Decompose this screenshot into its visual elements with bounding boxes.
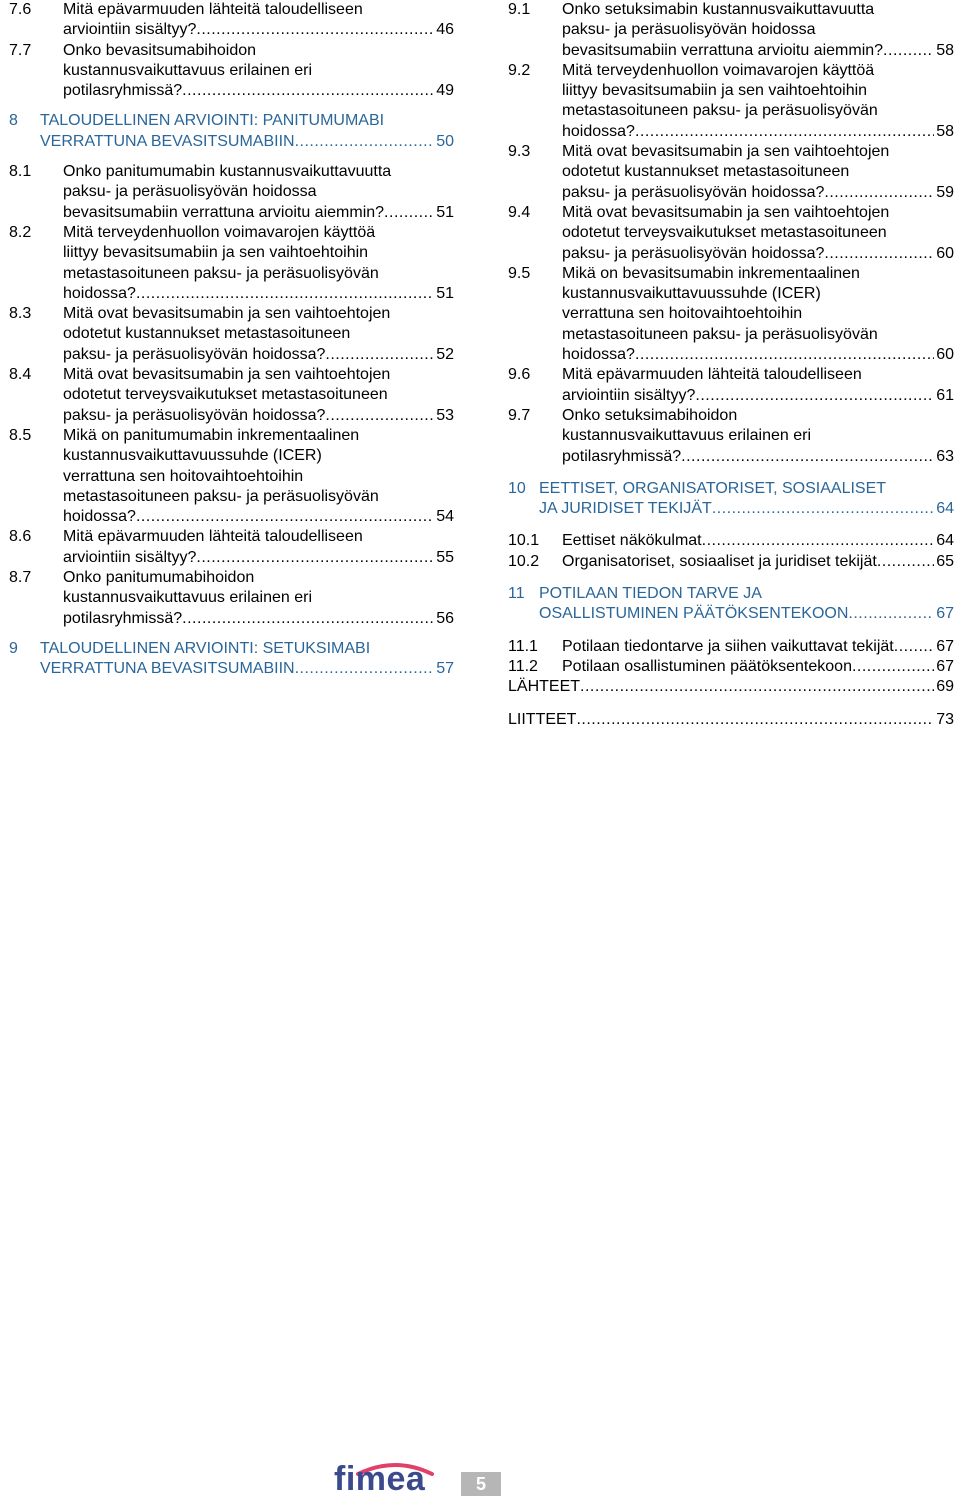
toc-dot-leader xyxy=(325,345,434,365)
toc-entry-number: 11.2 xyxy=(508,657,538,675)
toc-entry-title xyxy=(562,531,954,551)
toc-entry-title-line: hoidossa? xyxy=(562,122,635,140)
toc-entry-title-line: paksu- ja peräsuolisyövän hoidossa? xyxy=(63,345,326,363)
toc-entry[interactable] xyxy=(9,111,454,152)
toc-entry[interactable] xyxy=(9,304,454,365)
toc-entry-title-line: liittyy bevasitsumabiin ja sen vaihtoehtoihin xyxy=(562,82,868,100)
toc-entry-title xyxy=(63,568,454,629)
toc-entry-title-line: paksu- ja peräsuolisyövän hoidossa? xyxy=(562,244,825,262)
toc-entry-title xyxy=(508,710,954,730)
toc-entry[interactable] xyxy=(508,203,954,264)
toc-page-number: 61 xyxy=(936,386,954,404)
toc-entry-title xyxy=(63,0,454,41)
toc-dot-leader xyxy=(136,284,434,304)
toc-entry-title-line: Mitä ovat bevasitsumabin ja sen vaihtoehtojen xyxy=(562,203,890,221)
page-number: 5 xyxy=(461,1472,501,1496)
toc-page-number: 64 xyxy=(936,500,954,518)
toc-entry[interactable] xyxy=(508,531,954,551)
toc-entry-title-line: verrattuna sen hoitovaihtoehtoihin xyxy=(63,467,304,485)
toc-page-number: 73 xyxy=(936,710,954,728)
toc-dot-leader xyxy=(824,244,934,264)
toc-entry[interactable] xyxy=(508,365,954,406)
toc-dot-leader xyxy=(576,710,934,730)
toc-entry[interactable] xyxy=(508,637,954,657)
toc-entry-title-line: JA JURIDISET TEKIJÄT xyxy=(539,500,712,518)
toc-entry-number: 8.2 xyxy=(9,223,32,241)
toc-entry-title-line: kustannusvaikuttavuus erilainen eri xyxy=(63,589,313,607)
toc-page-number: 58 xyxy=(936,122,954,140)
toc-entry-number: 9.5 xyxy=(508,264,531,282)
toc-entry-title xyxy=(40,111,454,152)
toc-entry-title-line: Mitä ovat bevasitsumabin ja sen vaihtoehtojen xyxy=(63,305,391,323)
toc-entry[interactable] xyxy=(508,406,954,467)
toc-entry-number: 8.3 xyxy=(9,305,32,323)
toc-dot-leader xyxy=(182,609,434,629)
toc-entry[interactable] xyxy=(508,584,954,625)
toc-entry-title-line: Organisatoriset, sosiaaliset ja juridiset tekijät xyxy=(562,552,877,570)
toc-entry-title-line: arviointiin sisältyy? xyxy=(63,21,197,39)
page-footer xyxy=(0,1462,960,1502)
toc-entry-title-line: potilasryhmissä? xyxy=(63,82,183,100)
toc-entry-title-line: Onko bevasitsumabihoidon xyxy=(63,41,257,59)
toc-page-number: 69 xyxy=(936,678,954,696)
toc-entry-number: 8.5 xyxy=(9,426,32,444)
toc-entry-number: 8.4 xyxy=(9,366,32,384)
toc-page-number: 57 xyxy=(436,660,454,678)
toc-page-number: 63 xyxy=(936,447,954,465)
toc-page-number: 55 xyxy=(436,548,454,566)
toc-entry-number: 9.4 xyxy=(508,203,531,221)
toc-entry-title-line: bevasitsumabiin verrattuna arvioitu aiemmin? xyxy=(63,203,385,221)
toc-entry-title-line: OSALLISTUMINEN PÄÄTÖKSENTEKOON xyxy=(539,605,849,623)
toc-dot-leader xyxy=(182,81,434,101)
toc-entry[interactable] xyxy=(508,61,954,142)
toc-dot-leader xyxy=(136,507,434,527)
toc-entry-number: 11.1 xyxy=(508,637,538,655)
toc-page-number: 46 xyxy=(436,21,454,39)
toc-entry-number: 9.3 xyxy=(508,143,531,161)
toc-entry[interactable] xyxy=(9,223,454,304)
toc-page-number: 60 xyxy=(936,346,954,364)
toc-entry-title-line: Onko panitumumabihoidon xyxy=(63,569,255,587)
toc-entry-title-line: Mitä epävarmuuden lähteitä taloudelliseen xyxy=(63,528,363,546)
toc-entry-number: 9 xyxy=(9,639,18,657)
toc-dot-leader xyxy=(877,552,934,572)
toc-entry-title-line: odotetut kustannukset metastasoituneen xyxy=(562,163,850,181)
toc-entry-title xyxy=(562,365,954,406)
toc-entry-title-line: LIITTEET xyxy=(508,710,577,728)
toc-entry-number: 10.1 xyxy=(508,532,540,550)
toc-entry-title xyxy=(40,639,454,680)
toc-page-number: 52 xyxy=(436,345,454,363)
toc-entry-title-line: Mitä ovat bevasitsumabin ja sen vaihtoehtojen xyxy=(63,366,391,384)
toc-entry-title-line: paksu- ja peräsuolisyövän hoidossa xyxy=(63,183,317,201)
toc-entry-number: 9.2 xyxy=(508,61,531,79)
toc-entry-title xyxy=(539,584,954,625)
toc-entry-title-line: arviointiin sisältyy? xyxy=(562,386,696,404)
toc-entry-title-line: Onko setuksimabihoidon xyxy=(562,406,738,424)
toc-dot-leader xyxy=(883,41,934,61)
toc-entry[interactable] xyxy=(508,479,954,520)
toc-entry-title-line: Mitä epävarmuuden lähteitä taloudelliseen xyxy=(63,1,363,18)
toc-dot-leader xyxy=(702,531,935,551)
toc-entry-title xyxy=(562,406,954,467)
toc-entry[interactable] xyxy=(9,568,454,629)
toc-dot-leader xyxy=(384,203,434,223)
toc-entry-title-line: hoidossa? xyxy=(63,284,136,302)
toc-dot-leader xyxy=(852,657,934,677)
toc-entry[interactable] xyxy=(9,426,454,527)
toc-entry-number: 9.6 xyxy=(508,366,531,384)
toc-page-number: 56 xyxy=(436,609,454,627)
toc-entry-title-line: metastasoituneen paksu- ja peräsuolisyövän xyxy=(63,487,379,505)
toc-entry-title-line: TALOUDELLINEN ARVIOINTI: PANITUMUMABI xyxy=(40,112,385,130)
toc-entry-number: 11 xyxy=(508,585,525,603)
toc-entry-title-line: metastasoituneen paksu- ja peräsuolisyövän xyxy=(63,264,379,282)
toc-right-column xyxy=(508,0,954,730)
toc-entry-title-line: kustannusvaikuttavuus erilainen eri xyxy=(63,61,313,79)
toc-entry[interactable] xyxy=(508,142,954,203)
toc-entry-title xyxy=(63,426,454,527)
toc-entry-title-line: EETTISET, ORGANISATORISET, SOSIAALISET xyxy=(539,479,887,497)
toc-entry-title-line: paksu- ja peräsuolisyövän hoidossa? xyxy=(63,406,326,424)
toc-entry-title-line: verrattuna sen hoitovaihtoehtoihin xyxy=(562,305,803,323)
toc-entry[interactable] xyxy=(508,0,954,61)
toc-page-number: 67 xyxy=(936,605,954,623)
toc-entry-title-line: odotetut terveysvaikutukset metastasoituneen xyxy=(562,224,887,242)
toc-dot-leader xyxy=(635,122,934,142)
fimea-logo: fimea xyxy=(334,1460,426,1498)
toc-dot-leader xyxy=(635,345,934,365)
toc-entry-title-line: kustannusvaikuttavuussuhde (ICER) xyxy=(63,447,322,465)
toc-entry-title xyxy=(562,264,954,365)
toc-entry-number: 9.1 xyxy=(508,1,531,18)
toc-entry-title-line: paksu- ja peräsuolisyövän hoidossa? xyxy=(562,183,825,201)
toc-entry-number: 8.6 xyxy=(9,528,32,546)
toc-entry[interactable] xyxy=(9,41,454,102)
toc-entry-title xyxy=(562,657,954,677)
toc-entry-title-line: potilasryhmissä? xyxy=(63,609,183,627)
toc-entry-title-line: odotetut terveysvaikutukset metastasoituneen xyxy=(63,386,388,404)
toc-entry[interactable] xyxy=(9,0,454,41)
toc-entry-title-line: VERRATTUNA BEVASITSUMABIIN xyxy=(40,132,295,150)
toc-page-number: 67 xyxy=(936,657,954,675)
toc-entry-title-line: hoidossa? xyxy=(562,346,635,364)
toc-dot-leader xyxy=(295,132,435,152)
toc-entry[interactable] xyxy=(508,552,954,572)
toc-page-number: 53 xyxy=(436,406,454,424)
toc-entry-title xyxy=(63,365,454,426)
toc-entry-title xyxy=(562,552,954,572)
toc-entry-title xyxy=(562,203,954,264)
toc-page-number: 51 xyxy=(436,203,454,221)
toc-dot-leader xyxy=(848,604,934,624)
toc-entry-title-line: Mitä terveydenhuollon voimavarojen käyttöä xyxy=(63,223,376,241)
toc-entry-title xyxy=(63,223,454,304)
toc-entry-title xyxy=(539,479,954,520)
toc-page-number: 64 xyxy=(936,532,954,550)
toc-entry-title-line: Potilaan osallistuminen päätöksentekoon xyxy=(562,657,852,675)
toc-entry-title xyxy=(562,0,954,61)
toc-entry-title-line: Eettiset näkökulmat xyxy=(562,532,702,550)
toc-entry-number: 7.6 xyxy=(9,1,32,18)
toc-page-number: 51 xyxy=(436,284,454,302)
toc-page-number: 49 xyxy=(436,82,454,100)
toc-page-number: 50 xyxy=(436,132,454,150)
toc-page-number: 58 xyxy=(936,41,954,59)
toc-left-column xyxy=(9,0,454,680)
toc-entry-title-line: Mitä ovat bevasitsumabin ja sen vaihtoehtojen xyxy=(562,143,890,161)
toc-dot-leader xyxy=(580,677,934,697)
toc-entry-title-line: metastasoituneen paksu- ja peräsuolisyövän xyxy=(562,102,878,120)
toc-entry[interactable] xyxy=(9,527,454,568)
toc-page-number: 59 xyxy=(936,183,954,201)
toc-entry-number: 8.7 xyxy=(9,569,32,587)
toc-entry-title xyxy=(63,41,454,102)
toc-entry-title-line: LÄHTEET xyxy=(508,678,581,696)
toc-entry-title xyxy=(63,527,454,568)
toc-page-number: 65 xyxy=(936,552,954,570)
toc-entry-title-line: potilasryhmissä? xyxy=(562,447,682,465)
toc-entry[interactable] xyxy=(508,710,954,730)
toc-entry-title-line: Potilaan tiedontarve ja siihen vaikuttavat tekijät xyxy=(562,637,894,655)
toc-entry-title-line: VERRATTUNA BEVASITSUMABIIN xyxy=(40,660,295,678)
toc-entry-title xyxy=(63,162,454,223)
toc-dot-leader xyxy=(695,386,934,406)
toc-entry-number: 8.1 xyxy=(9,163,32,181)
toc-entry[interactable] xyxy=(508,264,954,365)
toc-entry[interactable] xyxy=(9,365,454,426)
toc-dot-leader xyxy=(824,183,934,203)
toc-entry-title xyxy=(562,637,954,657)
toc-entry-title-line: metastasoituneen paksu- ja peräsuolisyövän xyxy=(562,325,878,343)
toc-entry[interactable] xyxy=(508,677,954,697)
toc-entry-title-line: hoidossa? xyxy=(63,508,136,526)
toc-entry-title-line: paksu- ja peräsuolisyövän hoidossa xyxy=(562,21,816,39)
toc-entry-number: 7.7 xyxy=(9,41,32,59)
toc-page-number: 54 xyxy=(436,508,454,526)
toc-entry-number: 10 xyxy=(508,479,526,497)
toc-entry-title-line: liittyy bevasitsumabiin ja sen vaihtoehtoihin xyxy=(63,244,369,262)
toc-entry-title-line: TALOUDELLINEN ARVIOINTI: SETUKSIMABI xyxy=(40,639,371,657)
toc-dot-leader xyxy=(894,637,934,657)
toc-dot-leader xyxy=(196,20,434,40)
toc-entry-title-line: POTILAAN TIEDON TARVE JA xyxy=(539,585,762,603)
toc-entry-title-line: kustannusvaikuttavuus erilainen eri xyxy=(562,427,812,445)
toc-entry-title-line: Mikä on panitumumabin inkrementaalinen xyxy=(63,426,360,444)
toc-dot-leader xyxy=(295,659,435,679)
toc-entry-title-line: Mikä on bevasitsumabin inkrementaalinen xyxy=(562,264,860,282)
toc-entry[interactable] xyxy=(508,657,954,677)
toc-entry-title-line: Mitä terveydenhuollon voimavarojen käyttöä xyxy=(562,61,875,79)
toc-page-number: 67 xyxy=(936,637,954,655)
toc-entry-title xyxy=(562,61,954,142)
toc-entry-title xyxy=(562,142,954,203)
toc-entry-title-line: Onko panitumumabin kustannusvaikuttavuutta xyxy=(63,163,392,181)
toc-entry-title xyxy=(508,677,954,697)
toc-entry-number: 9.7 xyxy=(508,406,531,424)
toc-entry-title-line: odotetut kustannukset metastasoituneen xyxy=(63,325,351,343)
toc-page-number: 60 xyxy=(936,244,954,262)
toc-entry[interactable] xyxy=(9,639,454,680)
toc-entry-title-line: bevasitsumabiin verrattuna arvioitu aiemmin? xyxy=(562,41,884,59)
toc-entry-number: 10.2 xyxy=(508,552,540,570)
toc-entry-title-line: arviointiin sisältyy? xyxy=(63,548,197,566)
toc-entry[interactable] xyxy=(9,162,454,223)
toc-dot-leader xyxy=(712,499,934,519)
toc-dot-leader xyxy=(196,548,434,568)
toc-dot-leader xyxy=(325,406,434,426)
toc-entry-number: 8 xyxy=(9,112,18,130)
toc-entry-title-line: kustannusvaikuttavuussuhde (ICER) xyxy=(562,285,821,303)
toc-entry-title-line: Mitä epävarmuuden lähteitä taloudelliseen xyxy=(562,366,862,384)
toc-dot-leader xyxy=(681,447,934,467)
toc-entry-title-line: Onko setuksimabin kustannusvaikuttavuutta xyxy=(562,1,875,18)
toc-entry-title xyxy=(63,304,454,365)
